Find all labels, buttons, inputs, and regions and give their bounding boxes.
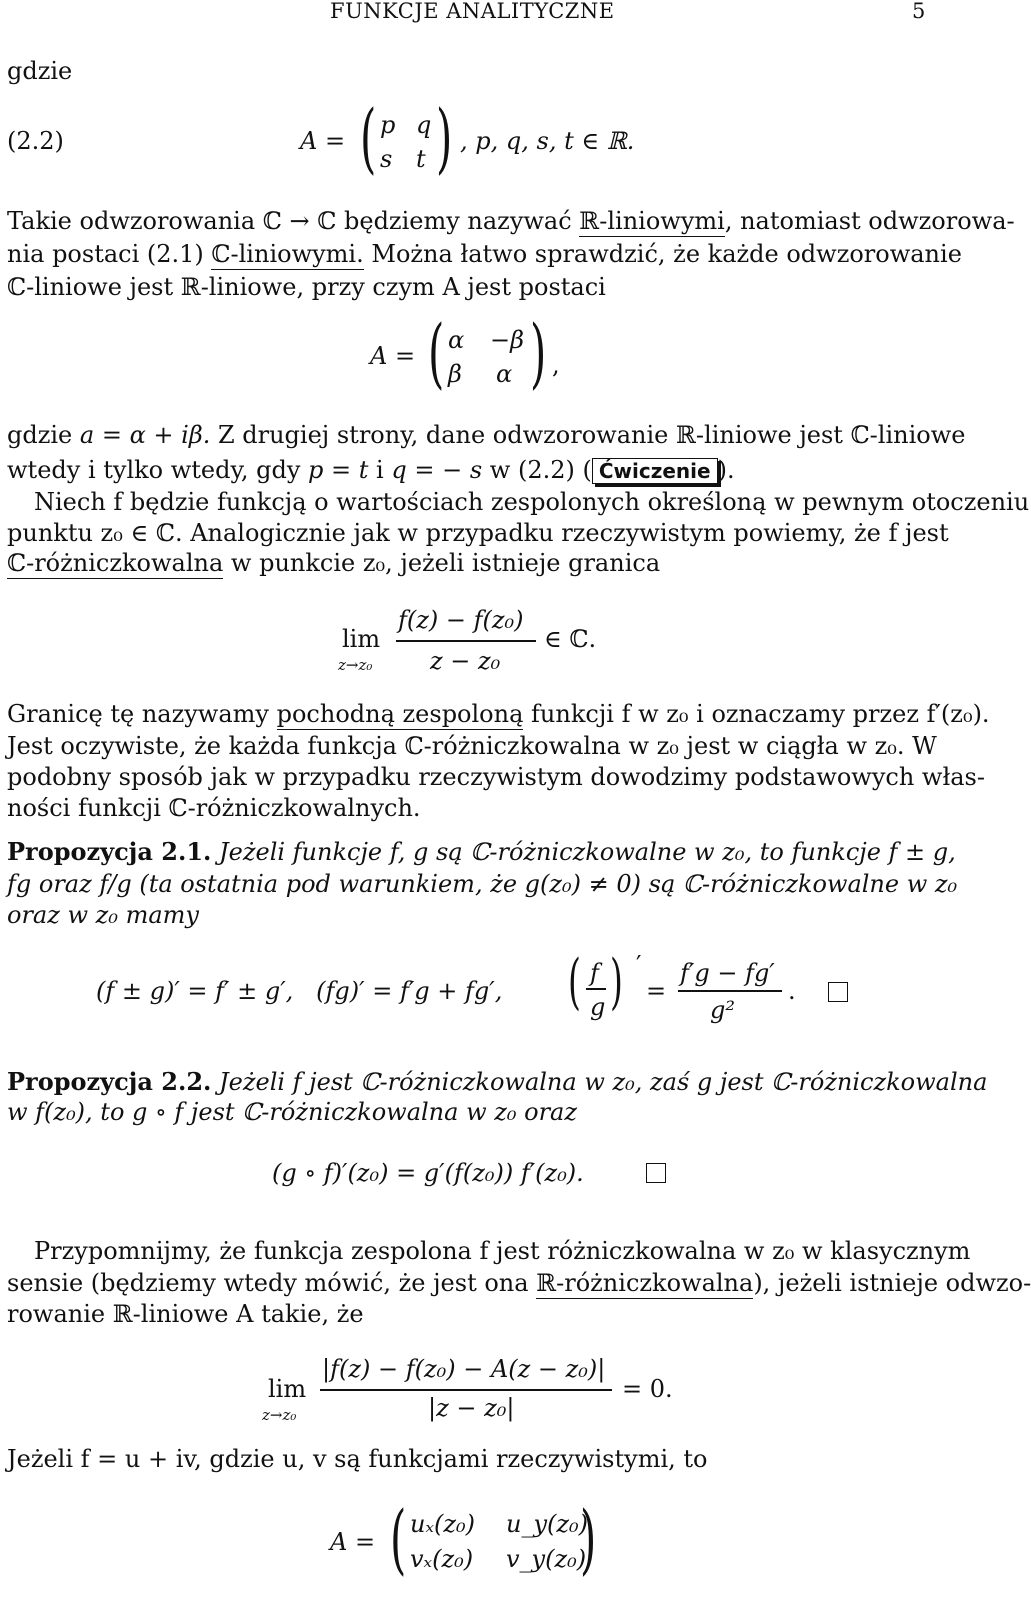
limit-subscript: z→z₀ [262, 1406, 297, 1424]
text-gdzie: gdzie [7, 57, 73, 85]
fraction-bar [586, 988, 606, 990]
fraction-numerator: f(z) − f(z₀) [398, 606, 524, 634]
matrix-cell: q [416, 111, 432, 139]
equals-sign: = [646, 977, 667, 1005]
qed-box [646, 1163, 666, 1183]
matrix-cell: α [448, 326, 465, 354]
matrix-cell: t [416, 145, 426, 173]
page-number: 5 [912, 0, 926, 23]
fraction-denominator: g² [710, 996, 735, 1024]
limit-tail: ∈ ℂ. [544, 625, 597, 653]
equation-dot: . [788, 977, 796, 1005]
paragraph-line: Jest oczywiste, że każda funkcja ℂ-różniczkowalna w z₀ jest w ciągła w z₀. W [7, 732, 937, 760]
limit-operator: lim [342, 625, 381, 653]
fraction-bar [678, 990, 782, 992]
fraction-denominator: g [590, 993, 606, 1021]
matrix-cell: s [380, 145, 393, 173]
paragraph-line: rowanie ℝ-liniowe A takie, że [7, 1300, 364, 1328]
fraction-numerator: |f(z) − f(z₀) − A(z − z₀)| [322, 1355, 606, 1383]
paragraph-line: nia postaci (2.1) ℂ-liniowymi. Można łatwo sprawdzić, że każde odwzorowanie [7, 240, 962, 268]
running-header: FUNKCJE ANALITYCZNE [330, 0, 615, 23]
matrix-lhs: A = [370, 342, 416, 370]
limit-operator: lim [268, 1375, 307, 1403]
matrix-cell: p [380, 111, 396, 139]
derivative-rules: (f ± g)′ = f′ ± g′, (fg)′ = f′g + fg′, [96, 977, 503, 1005]
matrix-cell: vₓ(z₀) [410, 1545, 474, 1573]
paren-right: ) [436, 93, 453, 182]
paragraph-line: fg oraz f/g (ta ostatnia pod warunkiem, że g(z₀) ≠ 0) są ℂ-różniczkowalne w z₀ [7, 870, 958, 898]
paragraph-line: ℂ-liniowe jest ℝ-liniowe, przy czym A jest postaci [7, 273, 606, 301]
equation-label: (2.2) [7, 127, 64, 155]
fraction-bar [320, 1389, 612, 1391]
matrix-cell: u_y(z₀) [506, 1510, 589, 1538]
paragraph-line: gdzie a = α + iβ. Z drugiej strony, dane odwzorowanie ℝ-liniowe jest ℂ-liniowe [7, 421, 966, 449]
paragraph-line: ności funkcji ℂ-różniczkowalnych. [7, 794, 421, 822]
proposition-2-1: Propozycja 2.1. Jeżeli funkcje f, g są ℂ-różniczkowalne w z₀, to funkcje f ± g, [7, 837, 956, 866]
paragraph-line: Niech f będzie funkcją o wartościach zespolonych określoną w pewnym otoczeniu [34, 488, 1030, 516]
chain-rule: (g ∘ f)′(z₀) = g′(f(z₀)) f′(z₀). [272, 1159, 584, 1187]
paragraph-line: podobny sposób jak w przypadku rzeczywistym dowodzimy podstawowych włas- [7, 763, 985, 791]
paren-left: ( [428, 308, 445, 397]
matrix-lhs: A = [330, 1528, 376, 1556]
paragraph-line: Granicę tę nazywamy pochodną zespoloną funkcji f w z₀ i oznaczamy przez f′(z₀). [7, 700, 990, 728]
paragraph-line: punktu z₀ ∈ ℂ. Analogicznie jak w przypadku rzeczywistym powiemy, że f jest [7, 519, 949, 547]
paren-right: ) [580, 1494, 597, 1583]
matrix-cell: v_y(z₀) [506, 1545, 587, 1573]
paragraph-line: oraz w z₀ mamy [7, 901, 199, 929]
qed-box [828, 982, 848, 1002]
prime-mark: ′ [636, 951, 642, 979]
paragraph-line: Takie odwzorowania ℂ → ℂ będziemy nazywać ℝ-liniowymi, natomiast odwzorowa- [7, 207, 1015, 235]
paren-right: ) [610, 947, 623, 1017]
matrix-condition: , p, q, s, t ∈ ℝ. [460, 127, 635, 155]
exercise-link[interactable]: Ćwiczenie [592, 458, 718, 484]
paren-left: ( [568, 947, 581, 1017]
limit-tail: = 0. [622, 1375, 673, 1403]
limit-subscript: z→z₀ [338, 656, 373, 674]
proposition-title: Propozycja 2.2. [7, 1067, 212, 1096]
matrix-lhs: A = [300, 127, 346, 155]
fraction-denominator: z − z₀ [430, 647, 501, 675]
matrix-cell: β [448, 360, 462, 388]
fraction-numerator: f [590, 959, 599, 987]
paragraph-line: Przypomnijmy, że funkcja zespolona f jest różniczkowalna w z₀ w klasycznym [34, 1237, 971, 1265]
paragraph-line: w f(z₀), to g ∘ f jest ℂ-różniczkowalna w z₀ oraz [7, 1098, 578, 1126]
fraction-numerator: f′g − fg′ [680, 959, 775, 987]
fraction-bar [396, 640, 536, 642]
proposition-title: Propozycja 2.1. [7, 837, 212, 866]
paren-left: ( [390, 1494, 407, 1583]
paren-right: ) [530, 308, 547, 397]
matrix-cell: α [496, 360, 513, 388]
paragraph-line: Jeżeli f = u + iv, gdzie u, v są funkcjami rzeczywistymi, to [7, 1445, 708, 1473]
paragraph-line: sensie (będziemy wtedy mówić, że jest ona ℝ-różniczkowalna), jeżeli istnieje odwzo- [7, 1269, 1031, 1297]
fraction-denominator: |z − z₀| [428, 1394, 515, 1422]
proposition-2-2: Propozycja 2.2. Jeżeli f jest ℂ-różniczkowalna w z₀, zaś g jest ℂ-różniczkowalna [7, 1067, 988, 1096]
paragraph-line: ℂ-różniczkowalna w punkcie z₀, jeżeli istnieje granica [7, 549, 661, 577]
paragraph-line: wtedy i tylko wtedy, gdy p = t i q = − s w (2.2) ( Ćwiczenie ). [7, 456, 735, 484]
matrix-cell: uₓ(z₀) [410, 1510, 475, 1538]
matrix-comma: , [552, 351, 560, 379]
matrix-cell: −β [490, 326, 524, 354]
paren-left: ( [360, 93, 377, 182]
